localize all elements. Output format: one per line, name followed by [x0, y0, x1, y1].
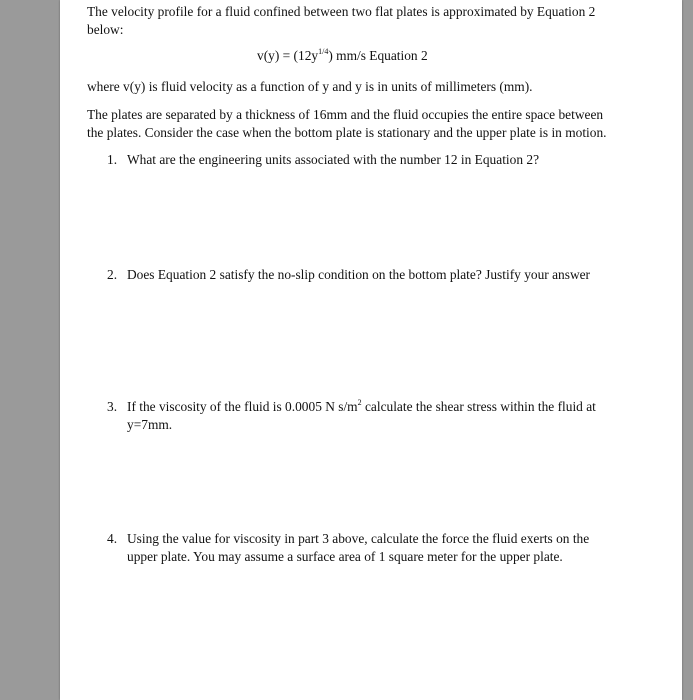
question-2-text: Does Equation 2 satisfy the no-slip condition on the bottom plate? Justify your answer	[127, 267, 591, 282]
document-page	[60, 0, 682, 700]
intro-line-1: The velocity profile for a fluid confined between two flat plates is approximated by Equation 2	[87, 4, 596, 19]
question-3-pre: If the viscosity of the fluid is 0.0005 N s/m	[127, 399, 358, 414]
intro-line-2: below:	[87, 22, 124, 37]
equation-rhs: ) mm/s Equation 2	[328, 48, 428, 63]
question-4-text-line-1: Using the value for viscosity in part 3 above, calculate the force the fluid exerts on the	[127, 531, 590, 546]
where-text: where v(y) is fluid velocity as a function of y and y is in units of millimeters (mm).	[87, 79, 533, 94]
question-1-text: What are the engineering units associated with the number 12 in Equation 2?	[127, 152, 540, 167]
question-3-post: calculate the shear stress within the fluid at	[361, 399, 596, 414]
question-3-text-line-1	[127, 398, 596, 416]
question-4-text-line-2: upper plate. You may assume a surface area of 1 square meter for the upper plate.	[127, 549, 563, 564]
plates-line-1: The plates are separated by a thickness of 16mm and the fluid occupies the entire space between	[87, 107, 604, 122]
equation-exponent: 1/4	[318, 47, 329, 56]
equation-2	[257, 47, 428, 65]
question-3-number: 3.	[107, 399, 118, 414]
question-3-superscript: 2	[357, 398, 362, 407]
equation-lhs: v(y) = (12y	[257, 48, 319, 63]
plates-line-2: the plates. Consider the case when the bottom plate is stationary and the upper plate is in motion.	[87, 125, 607, 140]
question-3-text-line-2: y=7mm.	[127, 417, 173, 432]
question-1-number: 1.	[107, 152, 118, 167]
question-4-number: 4.	[107, 531, 118, 546]
question-2-number: 2.	[107, 267, 118, 282]
